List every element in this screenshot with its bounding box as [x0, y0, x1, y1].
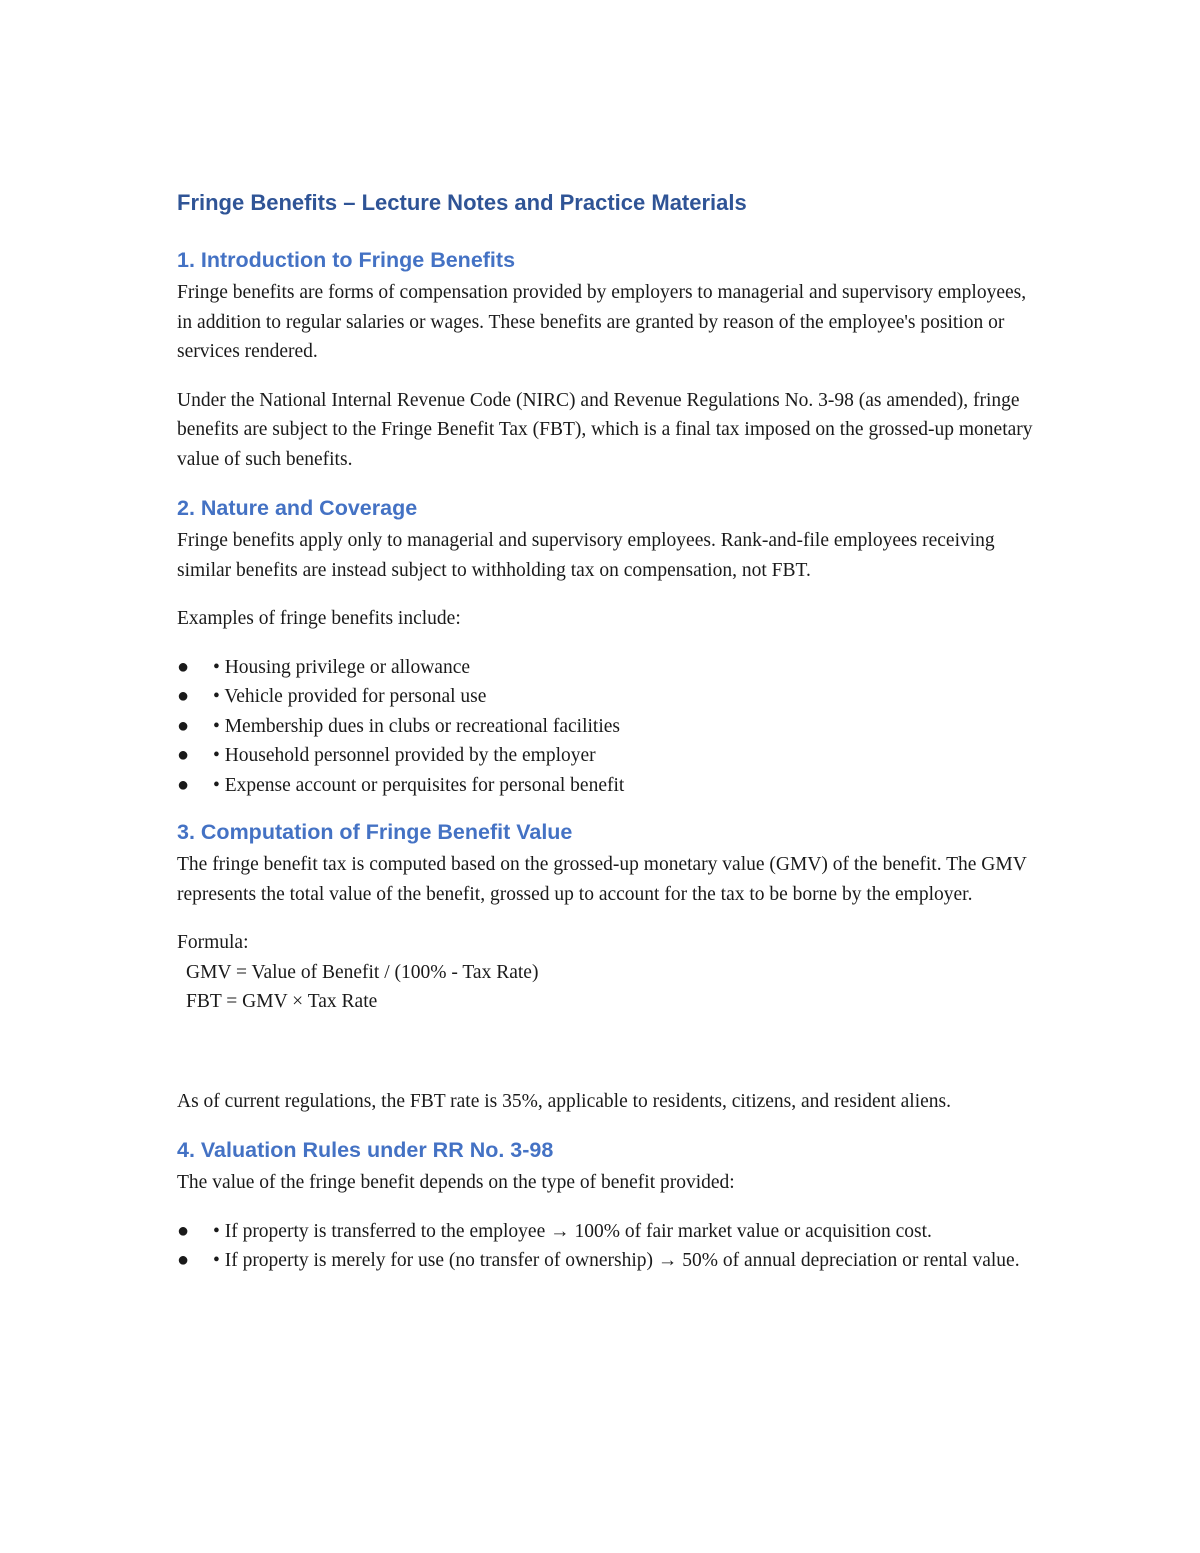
formula-block — [177, 928, 1037, 1017]
paragraph: Under the National Internal Revenue Code (NIRC) and Revenue Regulations No. 3-98 (as amended), fringe benefits are subject to the Fringe Benefit Tax (FBT), which is a final tax imposed on the grossed-up monetary value of such benefits. — [177, 389, 1033, 470]
formula-label: Formula: — [177, 932, 249, 953]
list-item — [177, 741, 1037, 771]
list-item-text: • If property is transferred to the employee → 100% of fair market value or acquisition cost. — [213, 1220, 932, 1242]
section-heading: 2. Nature and Coverage — [177, 496, 418, 520]
paragraph: Examples of fringe benefits include: — [177, 608, 461, 629]
document-page — [177, 188, 1037, 1293]
section-nature-coverage — [177, 493, 1037, 800]
bullet-icon: ● — [177, 1219, 190, 1242]
section-heading: 4. Valuation Rules under RR No. 3-98 — [177, 1138, 554, 1162]
bullet-icon: ● — [177, 714, 190, 737]
paragraph: As of current regulations, the FBT rate is 35%, applicable to residents, citizens, and resident aliens. — [177, 1090, 952, 1112]
paragraph: Fringe benefits apply only to managerial and supervisory employees. Rank-and-file employees receiving similar benefits are instead subject to withholding tax on compensation, not FBT. — [177, 530, 995, 581]
bullet-list — [177, 1217, 1037, 1276]
list-item-text: • If property is merely for use (no transfer of ownership) → 50% of annual depreciation or rental value. — [213, 1250, 1020, 1271]
bullet-icon: ● — [177, 773, 190, 796]
list-item — [177, 771, 1037, 801]
list-item — [177, 712, 1037, 742]
list-item-text: • Household personnel provided by the employer — [213, 745, 596, 766]
paragraph: Fringe benefits are forms of compensation provided by employers to managerial and supervisory employees, in addition to regular salaries or wages. These benefits are granted by reason of the employee's position or services rendered. — [177, 282, 1027, 362]
formula-line: FBT = GMV × Tax Rate — [186, 991, 378, 1012]
paragraph: The fringe benefit tax is computed based on the grossed-up monetary value (GMV) of the benefit. The GMV represents the total value of the benefit, grossed up to account for the tax to be borne by the employer. — [177, 854, 1027, 905]
list-item — [177, 682, 1037, 712]
list-item-text: • Housing privilege or allowance — [213, 656, 471, 678]
list-item — [177, 1246, 1037, 1276]
section-heading: 3. Computation of Fringe Benefit Value — [177, 820, 573, 844]
list-item — [177, 1217, 1037, 1247]
list-item-text: • Membership dues in clubs or recreational facilities — [213, 715, 620, 737]
section-computation — [177, 817, 1037, 1116]
section-introduction — [177, 245, 1037, 474]
section-valuation-rules — [177, 1135, 1037, 1276]
bullet-icon: ● — [177, 1249, 190, 1271]
document-title: Fringe Benefits – Lecture Notes and Practice Materials — [177, 190, 747, 215]
paragraph: The value of the fringe benefit depends on the type of benefit provided: — [177, 1172, 735, 1193]
bullet-icon: ● — [177, 744, 190, 766]
section-heading: 1. Introduction to Fringe Benefits — [177, 248, 516, 272]
list-item-text: • Vehicle provided for personal use — [213, 686, 487, 707]
bullet-list — [177, 653, 1037, 801]
list-item-text: • Expense account or perquisites for personal benefit — [213, 774, 625, 796]
list-item — [177, 653, 1037, 683]
bullet-icon: ● — [177, 685, 190, 707]
formula-line: GMV = Value of Benefit / (100% - Tax Rate) — [186, 961, 539, 983]
bullet-icon: ● — [177, 655, 190, 678]
